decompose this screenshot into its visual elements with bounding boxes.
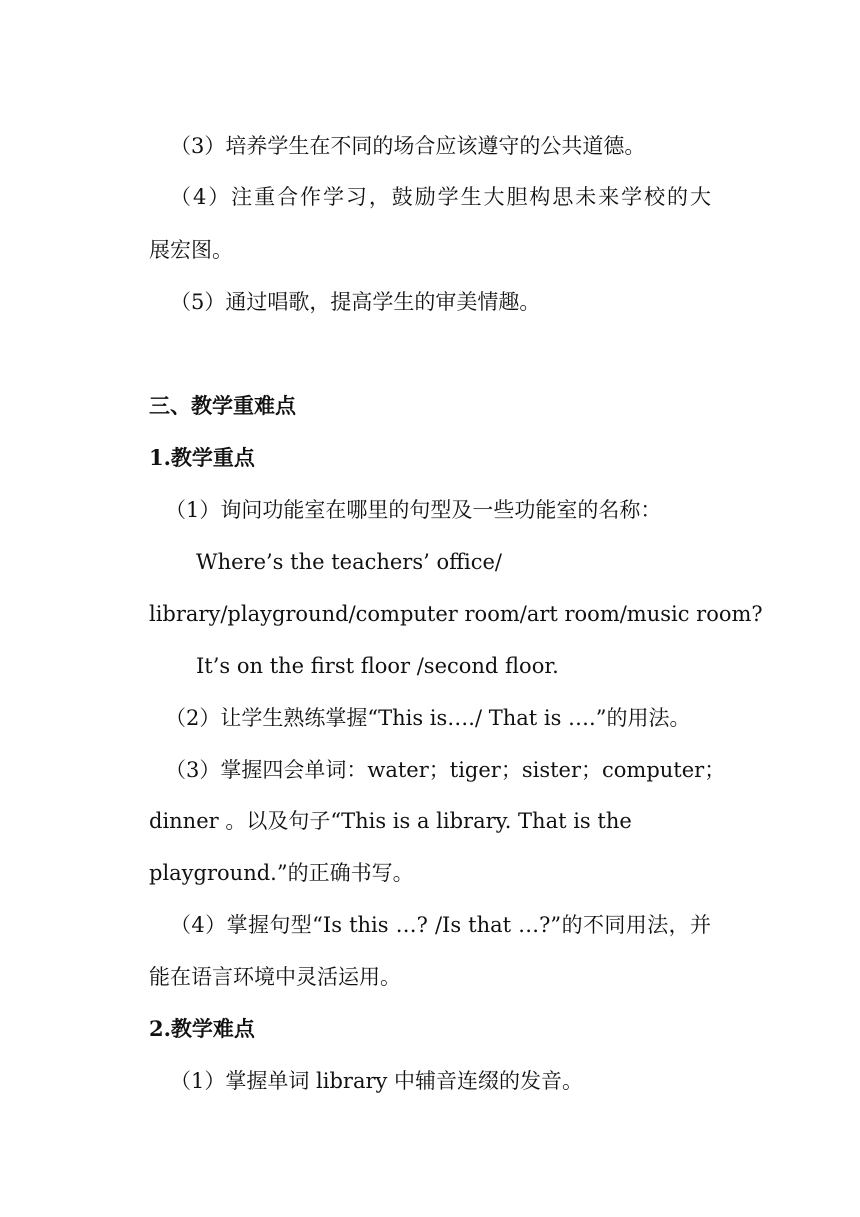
key-point-1-answer: It’s on the first floor /second floor.	[196, 654, 559, 678]
key-point-4-line-1: （4）掌握句型“Is this …? /Is that …?”的不同用法，并	[170, 913, 711, 937]
difficult-point-1: （1）掌握单词 library 中辅音连缀的发音。	[170, 1069, 584, 1093]
key-point-1-question-line-2: library/playground/computer room/art room/music room?	[149, 602, 763, 626]
objective-item-3: （3）培养学生在不同的场合应该遵守的公共道德。	[170, 134, 646, 158]
key-point-2: （2）让学生熟练掌握“This is…./ That is ….”的用法。	[165, 706, 691, 730]
difficult-points-heading: 2.教学难点	[149, 1016, 255, 1041]
key-point-4-line-2: 能在语言环境中灵活运用。	[149, 965, 401, 989]
objective-item-4-line-2: 展宏图。	[149, 238, 233, 262]
objective-item-5: （5）通过唱歌，提高学生的审美情趣。	[170, 290, 541, 314]
key-point-3-line-2: dinner 。以及句子“This is a library. That is the	[149, 809, 632, 833]
objective-item-4-line-1: （4）注重合作学习，鼓励学生大胆构思未来学校的大	[170, 185, 711, 209]
key-point-3-line-3: playground.”的正确书写。	[149, 861, 414, 885]
key-point-1: （1）询问功能室在哪里的句型及一些功能室的名称：	[165, 498, 662, 522]
key-point-1-question-line-1: Where’s the teachers’ office/	[196, 550, 503, 574]
section-heading: 三、教学重难点	[149, 393, 296, 418]
key-point-3-line-1: （3）掌握四会单词：water；tiger；sister；computer；	[165, 758, 726, 782]
key-points-heading: 1.教学重点	[149, 445, 255, 470]
